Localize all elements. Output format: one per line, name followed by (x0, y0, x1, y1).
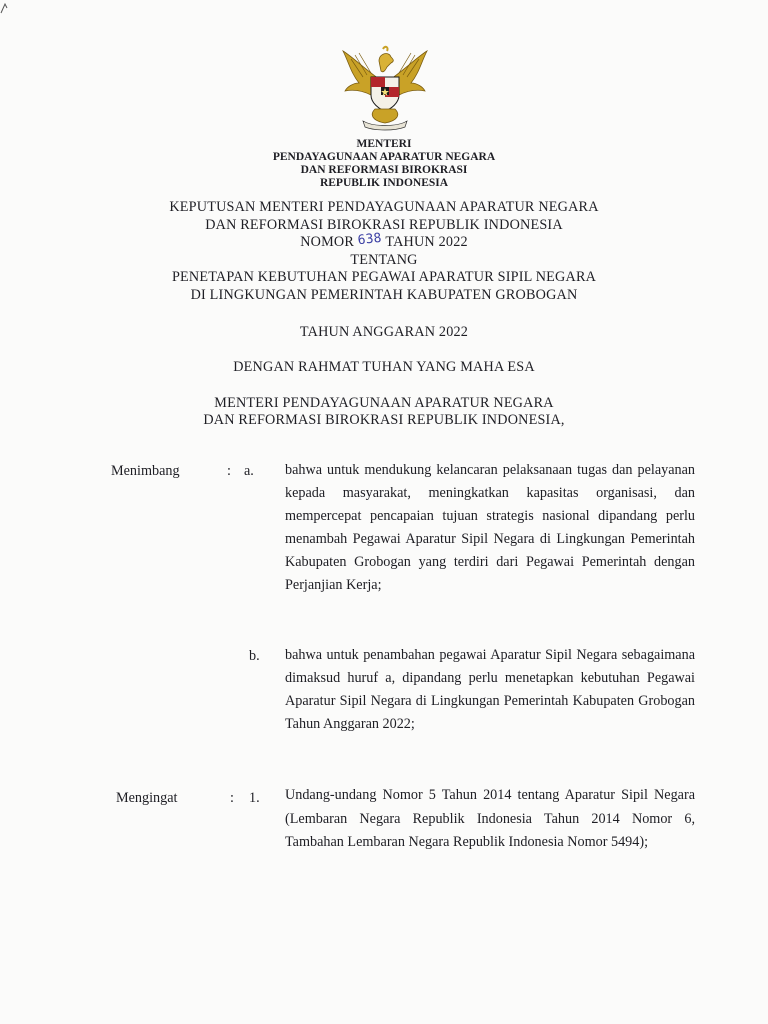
issuer-line: MENTERI PENDAYAGUNAAN APARATUR NEGARA (214, 395, 554, 411)
tahun-label: TAHUN 2022 (385, 234, 468, 250)
ministry-header (0, 138, 768, 190)
mengingat-colon: : (230, 790, 234, 806)
menimbang-colon: : (227, 463, 231, 479)
subject-line: PENETAPAN KEBUTUHAN PEGAWAI APARATUR SIPIL NEGARA (171, 269, 597, 285)
menimbang-label: Menimbang (111, 463, 180, 479)
item-marker: b. (249, 648, 260, 664)
handwritten-number: 638 (356, 230, 383, 249)
menimbang-item-b: bahwa untuk penambahan pegawai Aparatur Sipil Negara sebagaimana dimaksud huruf a, dipandang perlu menetapkan kebutuhan Pegawai Aparatur Sipil Negara di Lingkungan Pemerintah Kabupaten Grobogan Tahun Anggaran 2022; (285, 647, 695, 732)
ministry-line: DAN REFORMASI BIROKRASI (300, 164, 468, 176)
tentang-line: TENTANG (350, 251, 418, 268)
mengingat-label: Mengingat (116, 790, 178, 806)
decree-title (0, 199, 768, 304)
garuda-emblem-icon (339, 43, 431, 131)
ministry-line: MENTERI (356, 138, 412, 150)
decree-title-line: KEPUTUSAN MENTERI PENDAYAGUNAAN APARATUR NEGARA (169, 199, 599, 215)
item-marker: a. (244, 463, 254, 479)
blessing-line: DENGAN RAHMAT TUHAN YANG MAHA ESA (233, 359, 535, 375)
nomor-label: NOMOR (300, 234, 355, 250)
mengingat-item-1: Undang-undang Nomor 5 Tahun 2014 tentang Aparatur Sipil Negara (Lembaran Negara Republik Indonesia Tahun 2014 Nomor 6, Tambahan Lembaran Negara Republik Indonesia Nomor 5494); (285, 787, 695, 850)
corner-mark (0, 0, 14, 14)
issuer-line: DAN REFORMASI BIROKRASI REPUBLIK INDONESIA, (203, 412, 565, 428)
ministry-line: PENDAYAGUNAAN APARATUR NEGARA (272, 151, 496, 163)
decree-number-line (0, 230, 768, 252)
menimbang-item-a: bahwa untuk mendukung kelancaran pelaksanaan tugas dan pelayanan kepada masyarakat, meningkatkan kapasitas organisasi, dan mempercepat pencapaian tujuan strategis nasional dipandang perlu menambah Pegawai Aparatur Sipil Negara di Lingkungan Pemerintah Kabupaten Grobogan yang terdiri dari Pegawai Pemerintah dengan Perjanjian Kerja; (285, 462, 695, 593)
ministry-line: REPUBLIK INDONESIA (319, 177, 449, 189)
decree-title-line: DAN REFORMASI BIROKRASI REPUBLIK INDONESIA (205, 216, 563, 233)
fiscal-year: TAHUN ANGGARAN 2022 (299, 324, 469, 340)
item-marker: 1. (249, 790, 260, 806)
subject-line: DI LINGKUNGAN PEMERINTAH KABUPATEN GROBOGAN (190, 286, 578, 303)
